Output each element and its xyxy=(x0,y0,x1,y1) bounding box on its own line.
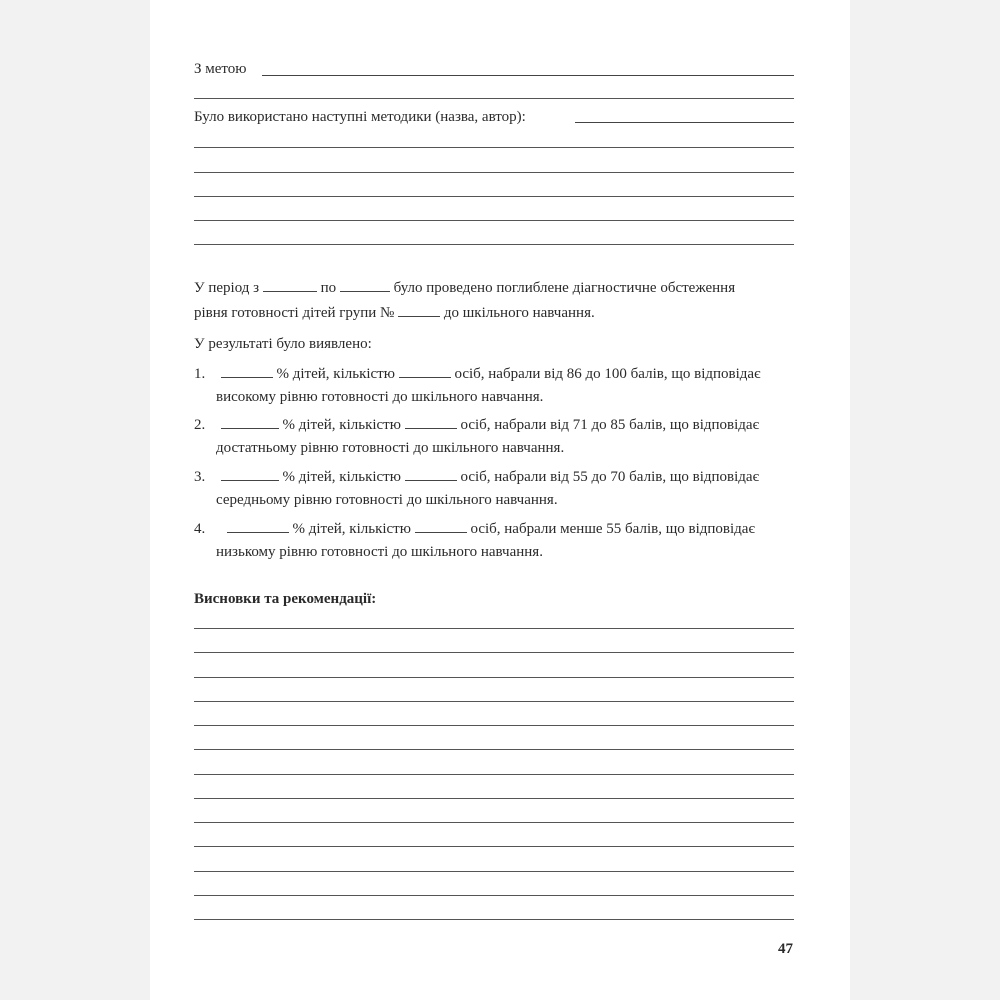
result-percent-blank xyxy=(221,467,279,481)
result-item-number: 3. xyxy=(194,469,206,485)
conclusion-line xyxy=(194,749,794,750)
result-item-number: 2. xyxy=(194,417,206,433)
page-number: 47 xyxy=(778,941,793,957)
result-item-4 xyxy=(194,519,755,538)
result-count-blank xyxy=(399,364,451,378)
result-item-number: 4. xyxy=(194,521,206,537)
methods-line-5 xyxy=(194,244,794,245)
conclusion-line xyxy=(194,895,794,896)
purpose-line-2 xyxy=(194,98,794,99)
result-count-blank xyxy=(405,467,457,481)
result-percent-blank xyxy=(221,415,279,429)
period-line-1 xyxy=(194,278,735,297)
result-percent-label: % дітей, кількістю xyxy=(282,469,401,485)
conclusion-line xyxy=(194,677,794,678)
period-group-blank xyxy=(398,303,440,317)
conclusions-heading: Висновки та рекомендації: xyxy=(194,591,377,607)
result-item-1 xyxy=(194,364,761,383)
result-item-text: осіб, набрали менше 55 балів, що відповідає xyxy=(470,521,755,537)
result-item-text: осіб, набрали від 71 до 85 балів, що відповідає xyxy=(460,417,760,433)
period-to-blank xyxy=(340,278,390,292)
conclusion-line xyxy=(194,701,794,702)
purpose-fill-line xyxy=(262,75,794,76)
result-percent-blank xyxy=(221,364,273,378)
period-to-label: по xyxy=(320,280,337,296)
result-count-blank xyxy=(415,519,467,533)
conclusion-line xyxy=(194,774,794,775)
result-percent-label: % дітей, кількістю xyxy=(276,366,395,382)
conclusion-line xyxy=(194,725,794,726)
conclusion-line xyxy=(194,652,794,653)
result-percent-blank xyxy=(227,519,289,533)
result-item-3-line-2: середньому рівню готовності до шкільного навчання. xyxy=(216,492,558,508)
period-group-label: рівня готовності дітей групи № xyxy=(194,305,395,321)
period-from-label: У період з xyxy=(194,280,260,296)
result-item-4-line-2: низькому рівню готовності до шкільного навчання. xyxy=(216,544,543,560)
methods-line-2 xyxy=(194,172,794,173)
methods-line-1 xyxy=(194,147,794,148)
conclusion-line xyxy=(194,798,794,799)
result-item-1-line-2: високому рівню готовності до шкільного навчання. xyxy=(216,389,544,405)
conclusion-line xyxy=(194,871,794,872)
result-item-3 xyxy=(194,467,759,486)
purpose-label: З метою xyxy=(194,61,247,77)
period-group-rest: до шкільного навчання. xyxy=(443,305,595,321)
result-count-blank xyxy=(405,415,457,429)
result-item-2 xyxy=(194,415,759,434)
results-intro: У результаті було виявлено: xyxy=(194,336,372,352)
result-item-number: 1. xyxy=(194,366,206,382)
result-item-text: осіб, набрали від 55 до 70 балів, що відповідає xyxy=(460,469,760,485)
conclusion-line xyxy=(194,919,794,920)
period-from-blank xyxy=(263,278,317,292)
result-item-text: осіб, набрали від 86 до 100 балів, що відповідає xyxy=(454,366,761,382)
methods-label: Було використано наступні методики (назва, автор): xyxy=(194,109,526,125)
methods-line-3 xyxy=(194,196,794,197)
period-line-2 xyxy=(194,303,595,322)
result-item-2-line-2: достатньому рівню готовності до шкільного навчання. xyxy=(216,440,565,456)
methods-fill-line xyxy=(575,122,794,123)
result-percent-label: % дітей, кількістю xyxy=(292,521,411,537)
conclusion-line xyxy=(194,822,794,823)
period-desc: було проведено поглиблене діагностичне обстеження xyxy=(393,280,736,296)
conclusion-line xyxy=(194,628,794,629)
conclusion-line xyxy=(194,846,794,847)
methods-line-4 xyxy=(194,220,794,221)
result-percent-label: % дітей, кількістю xyxy=(282,417,401,433)
